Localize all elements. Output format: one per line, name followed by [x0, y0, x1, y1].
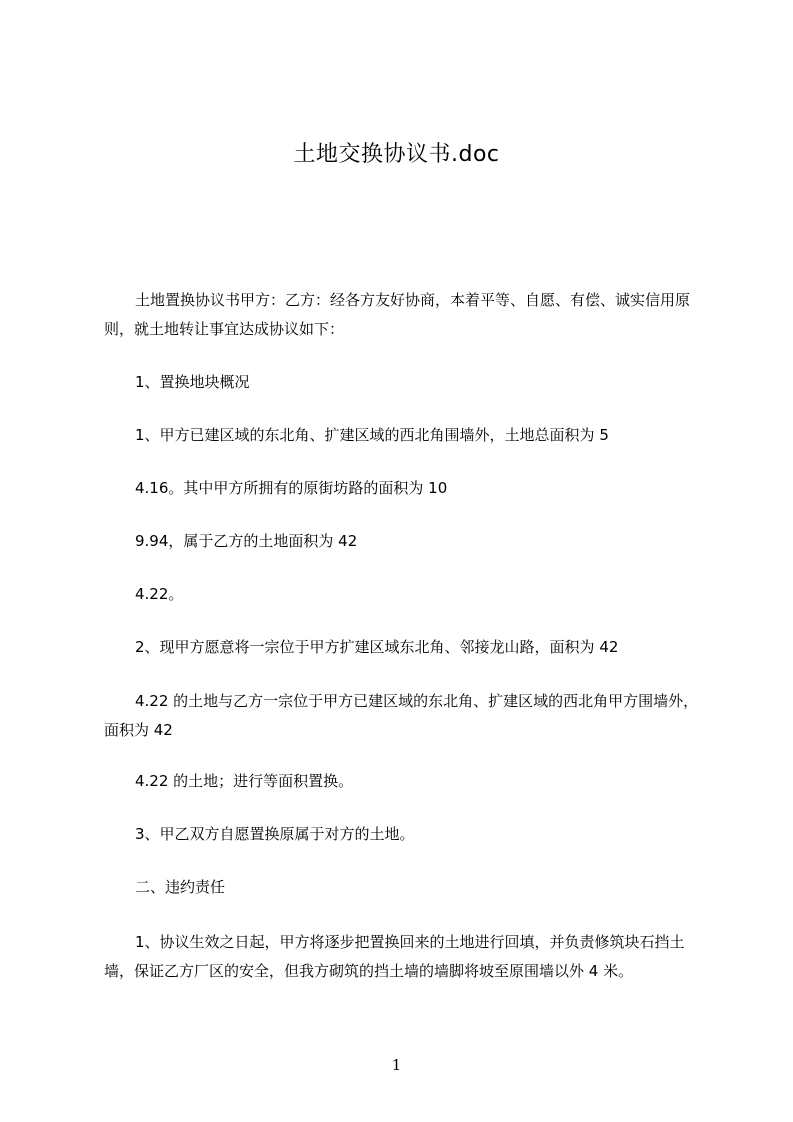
paragraph-intro: 土地置换协议书甲方：乙方：经各方友好协商，本着平等、自愿、有偿、诚实信用原则，就土地转让事宜达成协议如下： — [104, 291, 691, 338]
paragraph-item-2: 2、现甲方愿意将一宗位于甲方扩建区域东北角、邻接龙山路，面积为 42 — [135, 638, 619, 656]
paragraph-item-2-continuation: 4.22 的土地与乙方一宗位于甲方已建区域的东北角、扩建区域的西北角甲方围墙外，面积为 42 — [104, 692, 699, 739]
document-title: 土地交换协议书.doc — [293, 142, 500, 167]
paragraph-area-continuation-1: 4.16。其中甲方所拥有的原街坊路的面积为 10 — [135, 479, 448, 497]
paragraph-area-continuation-3: 4.22。 — [135, 585, 184, 603]
paragraph-item-3: 3、甲乙双方自愿置换原属于对方的土地。 — [135, 825, 415, 843]
paragraph-item-2-end: 4.22 的土地；进行等面积置换。 — [135, 772, 354, 790]
paragraph-area-continuation-2: 9.94，属于乙方的土地面积为 42 — [135, 532, 358, 550]
paragraph-section-2-heading: 二、违约责任 — [135, 878, 226, 896]
paragraph-item-1: 1、甲方已建区域的东北角、扩建区域的西北角围墙外，土地总面积为 5 — [135, 426, 609, 444]
paragraph-liability-1: 1、协议生效之日起，甲方将逐步把置换回来的土地进行回填，并负责修筑块石挡土墙，保证乙方厂区的安全，但我方砌筑的挡土墙的墙脚将坡至原围墙以外 4 米。 — [104, 933, 685, 980]
page-number: 1 — [391, 1056, 402, 1074]
paragraph-section-1-heading: 1、置换地块概况 — [135, 373, 250, 391]
